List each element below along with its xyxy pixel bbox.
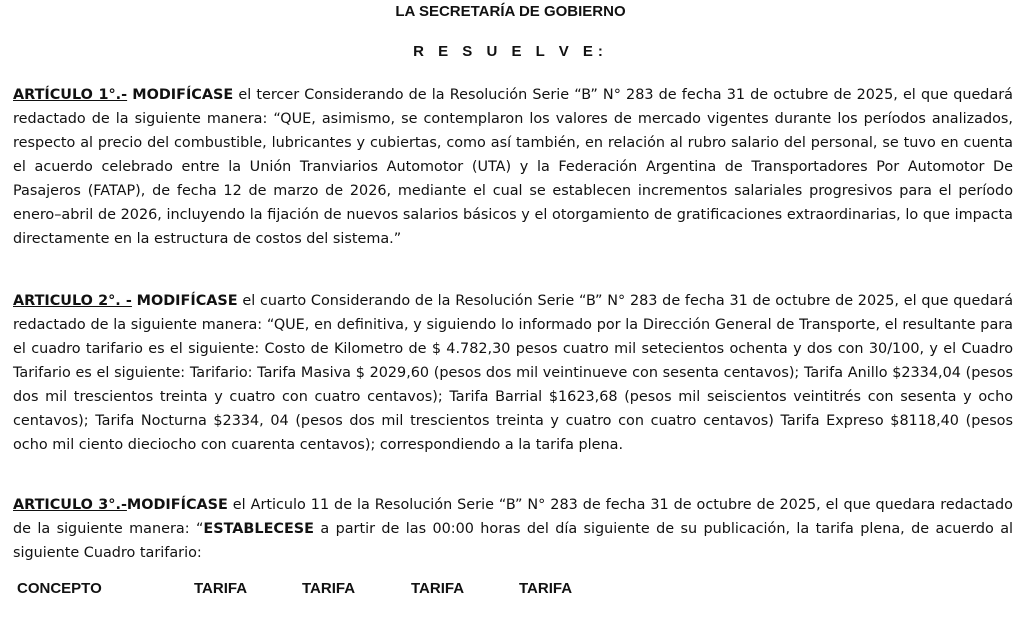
article-3-text: el Articulo 11 de la Resolución Serie “B” N° 283 de fecha 31 de octubre de 2025, el que quedara redactado de la siguiente manera: “ <box>13 497 1013 537</box>
article-2-text: el cuarto Considerando de la Resolución Serie “B” N° 283 de fecha 31 de octubre de 2025, el que quedará redactado de la siguiente manera: “QUE, en definitiva, y siguiendo lo informado por la Dirección General de Transporte, el resultante para el cuadro tarifario es el siguiente: Costo de Kilometro de $ 4.782,30 pesos cuatro mil setecientos ochenta y dos con 30/100, y el Cuadro Tarifario es el siguiente: Tarifario: Tarifa Masiva $ 2029,60 (pesos dos mil veintinueve con sesenta centavos); Tarifa Anillo $2334,04 (pesos dos mil trescientos treinta y cuatro con cuatro centavos); Tarifa Barrial $1623,68 (pesos mil seiscientos veintitrés con sesenta y ocho centavos); Tarifa Nocturna $2334, 04 (pesos dos mil trescientos treinta y cuatro con cuatro centavos) Tarifa Expreso $8118,40 (pesos ocho mil ciento dieciocho con cuarenta centavos); correspondiendo a la tarifa plena. <box>13 293 1014 453</box>
article-1-text: el tercer Considerando de la Resolución Serie “B” N° 283 de fecha 31 de octubre de 2025, el que quedará redactado de la siguiente manera: “QUE, asimismo, se contemplaron los valores de mercado vigentes durante los períodos analizados, respecto al precio del combustible, lubricantes y cubiertas, como así también, en relación al rubro salario del personal, se tuvo en cuenta el acuerdo celebrado entre la Unión Tranviarios Automotor (UTA) y la Federación Argentina de Transportadores Por Automotor De Pasajeros (FATAP), de fecha 12 de marzo de 2026, mediante el cual se establecen incrementos salariales progresivos para el período enero–abril de 2026, incluyendo la fijación de nuevos salarios básicos y el otorgamiento de gratificaciones extraordinarias, lo que impacta directamente en la estructura de costos del sistema.” <box>13 87 1013 247</box>
table-header-concepto: CONCEPTO <box>17 580 102 597</box>
document-title: LA SECRETARÍA DE GOBIERNO <box>395 3 626 20</box>
article-2 <box>13 289 1013 457</box>
table-header-tarifa: TARIFA <box>519 580 573 597</box>
article-3-emphasis: ESTABLECESE <box>203 521 314 537</box>
article-3-verb: MODIFÍCASE <box>126 497 228 513</box>
article-1-label: ARTÍCULO 1°.- <box>13 87 128 103</box>
article-1 <box>13 83 1013 251</box>
article-2-verb: MODIFÍCASE <box>136 293 238 309</box>
table-header-tarifa: TARIFA <box>194 580 248 597</box>
article-3 <box>13 493 1013 565</box>
table-header-tarifa: TARIFA <box>302 580 356 597</box>
tariff-table-header <box>0 580 1021 604</box>
article-3-label: ARTICULO 3°.- <box>13 497 127 513</box>
article-1-verb: MODIFÍCASE <box>132 87 234 103</box>
article-2-label: ARTICULO 2°. - <box>13 293 132 309</box>
table-header-tarifa: TARIFA <box>411 580 465 597</box>
resuelve-heading: R E S U E L V E: <box>413 43 608 60</box>
article-3-text-continued: a partir de las 00:00 horas del día siguiente de su publicación, la tarifa plena, de acuerdo al siguiente Cuadro tarifario: <box>13 521 1014 561</box>
